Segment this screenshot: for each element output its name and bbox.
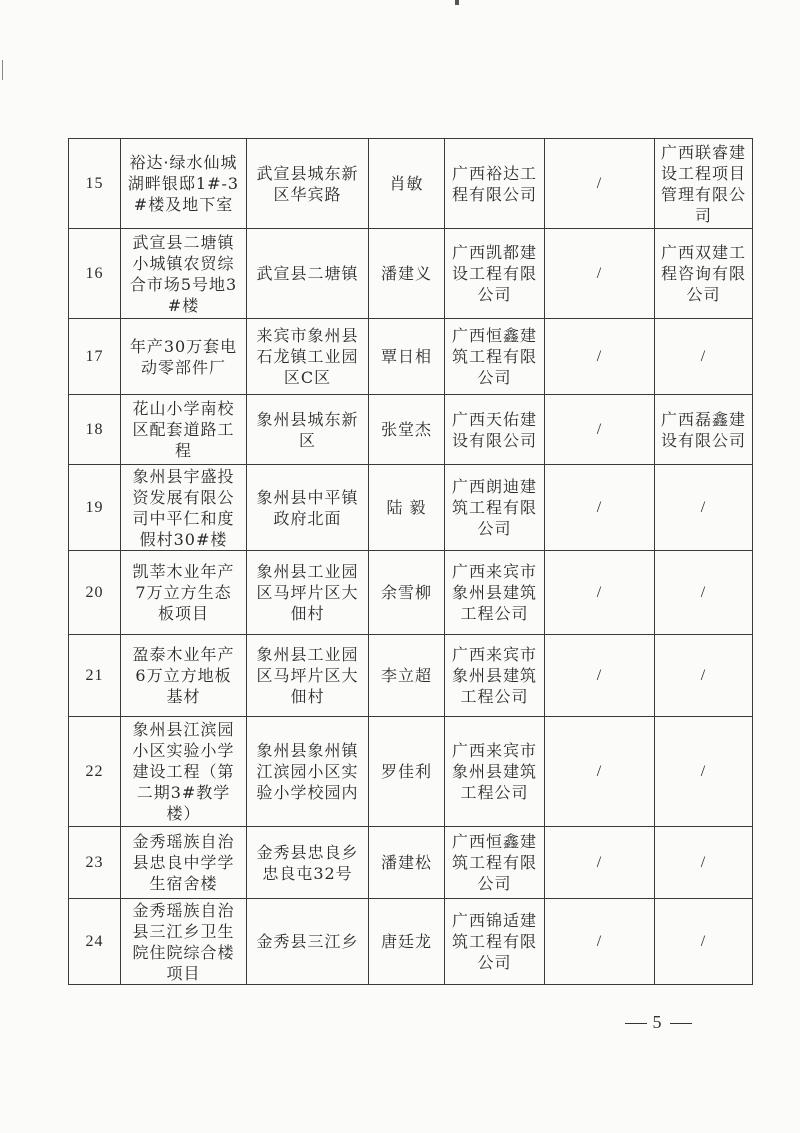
cell-number: 24 [69, 899, 121, 985]
table-row [69, 717, 753, 827]
scan-mark [455, 0, 459, 5]
cell-location: 象州县象州镇江滨园小区实验小学校园内 [247, 717, 369, 827]
cell-location: 象州县工业园区马坪片区大佃村 [247, 551, 369, 635]
page-number-text: 5 [652, 1012, 664, 1032]
cell-construction-company: 广西朗迪建筑工程有限公司 [445, 465, 545, 551]
cell-number: 20 [69, 551, 121, 635]
cell-number: 21 [69, 635, 121, 717]
table-row [69, 139, 753, 229]
cell-construction-company: 广西裕达工程有限公司 [445, 139, 545, 229]
cell-project-name: 金秀瑶族自治县忠良中学学生宿舍楼 [121, 827, 247, 899]
cell-project-name: 金秀瑶族自治县三江乡卫生院住院综合楼项目 [121, 899, 247, 985]
cell-supervision-company: 广西联睿建设工程项目管理有限公司 [655, 139, 753, 229]
cell-location: 武宣县二塘镇 [247, 229, 369, 319]
cell-col6: / [545, 465, 655, 551]
cell-col6: / [545, 635, 655, 717]
cell-manager: 覃日相 [369, 319, 445, 395]
cell-construction-company: 广西恒鑫建筑工程有限公司 [445, 827, 545, 899]
table-row [69, 635, 753, 717]
cell-manager: 张堂杰 [369, 395, 445, 465]
table-row [69, 899, 753, 985]
cell-project-name: 象州县宇盛投资发展有限公司中平仁和度假村30#楼 [121, 465, 247, 551]
cell-number: 18 [69, 395, 121, 465]
cell-location: 金秀县忠良乡忠良屯32号 [247, 827, 369, 899]
cell-supervision-company: / [655, 551, 753, 635]
cell-location: 来宾市象州县石龙镇工业园区C区 [247, 319, 369, 395]
cell-number: 16 [69, 229, 121, 319]
cell-manager: 陆 毅 [369, 465, 445, 551]
cell-supervision-company: / [655, 717, 753, 827]
cell-location: 象州县工业园区马坪片区大佃村 [247, 635, 369, 717]
cell-construction-company: 广西来宾市象州县建筑工程公司 [445, 717, 545, 827]
cell-location: 武宣县城东新区华宾路 [247, 139, 369, 229]
table-row [69, 395, 753, 465]
cell-supervision-company: / [655, 319, 753, 395]
cell-construction-company: 广西恒鑫建筑工程有限公司 [445, 319, 545, 395]
cell-location: 金秀县三江乡 [247, 899, 369, 985]
cell-location: 象州县中平镇政府北面 [247, 465, 369, 551]
table-row [69, 465, 753, 551]
cell-number: 15 [69, 139, 121, 229]
cell-col6: / [545, 395, 655, 465]
cell-construction-company: 广西天佑建设有限公司 [445, 395, 545, 465]
cell-manager: 唐廷龙 [369, 899, 445, 985]
cell-construction-company: 广西凯都建设工程有限公司 [445, 229, 545, 319]
cell-manager: 罗佳利 [369, 717, 445, 827]
project-table [68, 138, 753, 985]
cell-col6: / [545, 899, 655, 985]
cell-supervision-company: / [655, 465, 753, 551]
cell-col6: / [545, 139, 655, 229]
cell-col6: / [545, 229, 655, 319]
cell-col6: / [545, 551, 655, 635]
cell-construction-company: 广西来宾市象州县建筑工程公司 [445, 551, 545, 635]
cell-project-name: 年产30万套电动零部件厂 [121, 319, 247, 395]
cell-construction-company: 广西锦适建筑工程有限公司 [445, 899, 545, 985]
table-row [69, 551, 753, 635]
cell-col6: / [545, 319, 655, 395]
cell-project-name: 裕达·绿水仙城湖畔银邸1#-3#楼及地下室 [121, 139, 247, 229]
page-dash-right [670, 1023, 692, 1024]
page-dash-left [625, 1023, 647, 1024]
cell-project-name: 花山小学南校区配套道路工程 [121, 395, 247, 465]
cell-col6: / [545, 717, 655, 827]
cell-manager: 余雪柳 [369, 551, 445, 635]
cell-col6: / [545, 827, 655, 899]
page-number [608, 1012, 708, 1033]
cell-project-name: 象州县江滨园小区实验小学建设工程（第二期3#教学楼） [121, 717, 247, 827]
cell-location: 象州县城东新区 [247, 395, 369, 465]
cell-project-name: 武宣县二塘镇小城镇农贸综合市场5号地3#楼 [121, 229, 247, 319]
scan-edge-mark [2, 60, 3, 80]
table-row [69, 319, 753, 395]
cell-manager: 潘建义 [369, 229, 445, 319]
cell-manager: 肖敏 [369, 139, 445, 229]
cell-number: 23 [69, 827, 121, 899]
table-row [69, 229, 753, 319]
cell-supervision-company: / [655, 635, 753, 717]
cell-manager: 潘建松 [369, 827, 445, 899]
cell-supervision-company: 广西双建工程咨询有限公司 [655, 229, 753, 319]
cell-supervision-company: / [655, 899, 753, 985]
cell-manager: 李立超 [369, 635, 445, 717]
cell-construction-company: 广西来宾市象州县建筑工程公司 [445, 635, 545, 717]
cell-number: 22 [69, 717, 121, 827]
cell-supervision-company: / [655, 827, 753, 899]
table-row [69, 827, 753, 899]
cell-number: 19 [69, 465, 121, 551]
cell-number: 17 [69, 319, 121, 395]
cell-project-name: 盈泰木业年产6万立方地板基材 [121, 635, 247, 717]
cell-supervision-company: 广西磊鑫建设有限公司 [655, 395, 753, 465]
cell-project-name: 凯莘木业年产7万立方生态板项目 [121, 551, 247, 635]
